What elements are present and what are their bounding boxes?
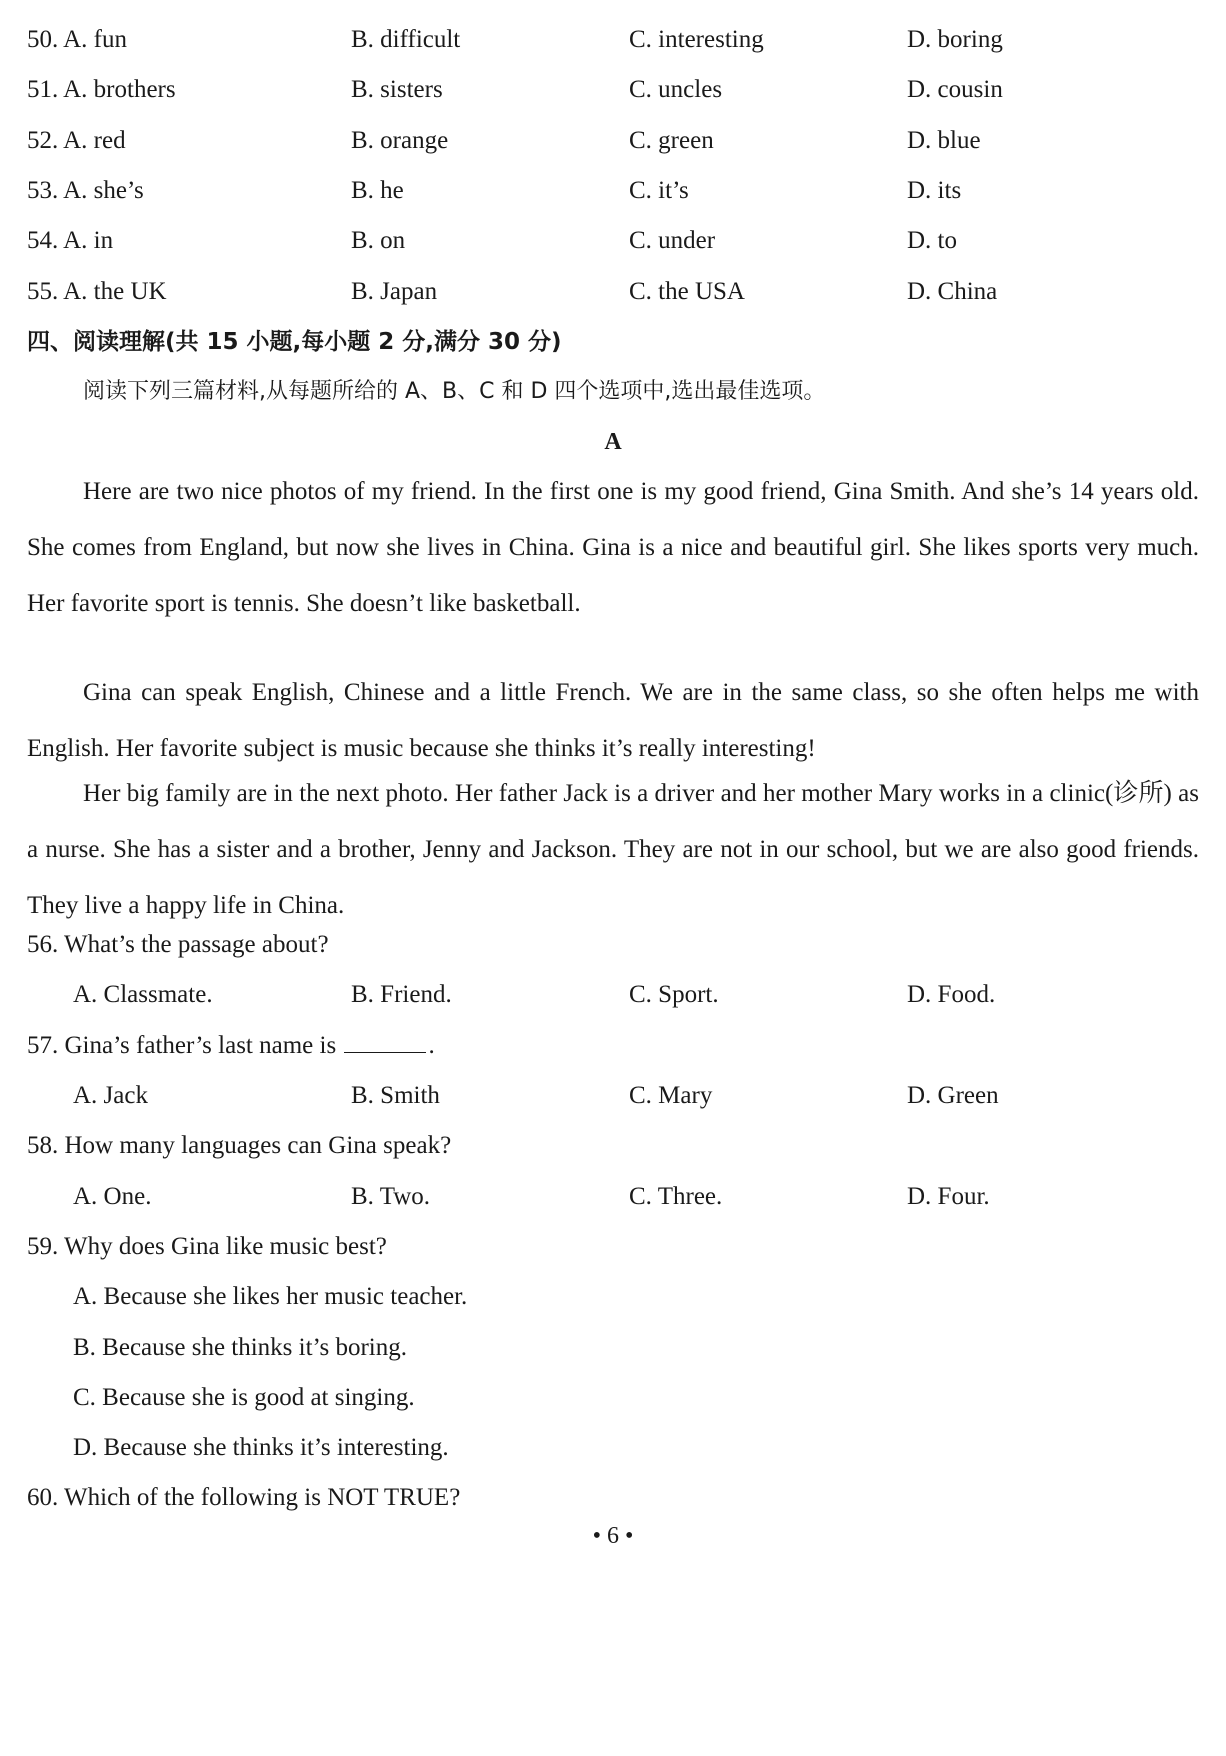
question-58-options bbox=[27, 1177, 1199, 1217]
option-b: B. Smith bbox=[351, 1082, 440, 1109]
option-a: A. Classmate. bbox=[73, 981, 213, 1008]
choice-row-54 bbox=[27, 221, 1199, 261]
choice-row-53 bbox=[27, 171, 1199, 211]
question-56: 56. What’s the passage about? bbox=[27, 931, 329, 958]
section-heading: 四、阅读理解(共 15 小题,每小题 2 分,满分 30 分) bbox=[27, 329, 562, 355]
option-c: C. Sport. bbox=[629, 981, 719, 1008]
choice-row-51 bbox=[27, 70, 1199, 110]
choice-option-b: B. sisters bbox=[351, 76, 443, 103]
choice-option-d: D. to bbox=[907, 227, 957, 254]
choice-option-c: C. the USA bbox=[629, 278, 745, 305]
choice-option-c: C. interesting bbox=[629, 26, 764, 53]
option-a: A. Jack bbox=[73, 1082, 148, 1109]
passage-paragraph: Here are two nice photos of my friend. In the first one is my good friend, Gina Smith. And she’s 14 years old. She comes from England, but now she lives in China. Gina is a nice and beautiful girl. She likes sports very much. Her favorite sport is tennis. She doesn’t like basketball. bbox=[27, 478, 1199, 617]
choice-option-b: B. Japan bbox=[351, 278, 438, 305]
option-b: B. Two. bbox=[351, 1183, 431, 1210]
passage-paragraph: Gina can speak English, Chinese and a little French. We are in the same class, so she often helps me with English. Her favorite subject is music because she thinks it’s really interesting! bbox=[27, 679, 1199, 762]
option-d: D. Green bbox=[907, 1082, 999, 1109]
choice-option-a: 53. A. she’s bbox=[27, 177, 144, 204]
choice-option-b: B. he bbox=[351, 177, 404, 204]
passage-label: A bbox=[604, 429, 622, 455]
choice-option-d: D. blue bbox=[907, 127, 981, 154]
question-59-option-b: B. Because she thinks it’s boring. bbox=[73, 1334, 407, 1361]
question-57-options bbox=[27, 1076, 1199, 1116]
choice-option-a: 55. A. the UK bbox=[27, 278, 167, 305]
choice-option-d: D. its bbox=[907, 177, 962, 204]
choice-option-b: B. difficult bbox=[351, 26, 461, 53]
question-58: 58. How many languages can Gina speak? bbox=[27, 1132, 452, 1159]
choice-option-b: B. on bbox=[351, 227, 406, 254]
choice-row-55 bbox=[27, 272, 1199, 312]
choice-option-a: 54. A. in bbox=[27, 227, 114, 254]
option-c: C. Three. bbox=[629, 1183, 723, 1210]
choice-option-d: D. China bbox=[907, 278, 998, 305]
choice-row-52 bbox=[27, 121, 1199, 161]
option-d: D. Four. bbox=[907, 1183, 990, 1210]
question-60: 60. Which of the following is NOT TRUE? bbox=[27, 1484, 461, 1511]
passage-paragraph: Her big family are in the next photo. Her father Jack is a driver and her mother Mary works in a clinic(诊所) as a nurse. She has a sister and a brother, Jenny and Jackson. They are not in our school, but we are also good friends. They live a happy life in China. bbox=[27, 780, 1199, 919]
question-59-option-c: C. Because she is good at singing. bbox=[73, 1384, 415, 1411]
option-a: A. One. bbox=[73, 1183, 152, 1210]
choice-option-c: C. uncles bbox=[629, 76, 723, 103]
choice-option-c: C. green bbox=[629, 127, 714, 154]
option-b: B. Friend. bbox=[351, 981, 452, 1008]
choice-option-a: 52. A. red bbox=[27, 127, 126, 154]
option-d: D. Food. bbox=[907, 981, 996, 1008]
question-59-option-a: A. Because she likes her music teacher. bbox=[73, 1283, 468, 1310]
section-instruction: 阅读下列三篇材料,从每题所给的 A、B、C 和 D 四个选项中,选出最佳选项。 bbox=[83, 379, 826, 404]
question-59-option-d: D. Because she thinks it’s interesting. bbox=[73, 1434, 449, 1461]
choice-option-d: D. boring bbox=[907, 26, 1003, 53]
choice-option-d: D. cousin bbox=[907, 76, 1003, 103]
page-number: • 6 • bbox=[592, 1523, 634, 1549]
choice-option-c: C. under bbox=[629, 227, 716, 254]
choice-option-a: 51. A. brothers bbox=[27, 76, 176, 103]
question-56-options bbox=[27, 975, 1199, 1015]
choice-row-50 bbox=[27, 20, 1199, 60]
option-c: C. Mary bbox=[629, 1082, 713, 1109]
question-57: 57. Gina’s father’s last name is . bbox=[27, 1032, 435, 1059]
choice-option-a: 50. A. fun bbox=[27, 26, 128, 53]
question-59: 59. Why does Gina like music best? bbox=[27, 1233, 387, 1260]
answer-blank bbox=[344, 1030, 426, 1053]
choice-option-c: C. it’s bbox=[629, 177, 689, 204]
choice-option-b: B. orange bbox=[351, 127, 449, 154]
